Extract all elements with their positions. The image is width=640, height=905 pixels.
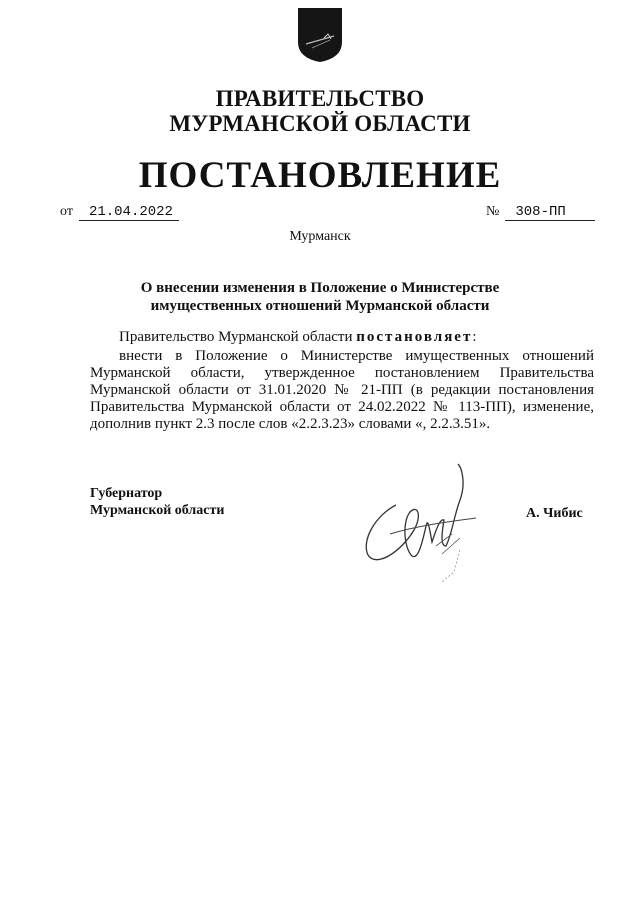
intro-colon: : <box>472 329 477 345</box>
signatory-position-line1: Губернатор <box>90 486 163 501</box>
signatory-position-line2: Мурманской области <box>90 503 225 518</box>
resolution-intro <box>119 329 477 346</box>
document-number <box>486 204 595 221</box>
handwritten-signature <box>356 460 486 585</box>
document-type-heading: ПОСТАНОВЛЕНИЕ <box>138 155 502 196</box>
number-value: 308-ПП <box>505 204 595 221</box>
resolution-paragraph: внести в Положение о Министерстве имущественных отношений Мурманской области, утвержденное постановлением Правительства Мурманской области от 31.01.2020 № 21-ПП (в редакции постановления Правительства Мурманской области от 24.02.2022 № 113-ПП), изменение, дополнив пункт 2.3 после слов «2.2.3.23» словами «, 2.2.3.51». <box>90 348 594 432</box>
government-name-line2: МУРМАНСКОЙ ОБЛАСТИ <box>169 111 471 136</box>
document-title-line2: имущественных отношений Мурманской области <box>150 298 490 314</box>
intro-text: Правительство Мурманской области <box>119 329 357 345</box>
signatory-name: А. Чибис <box>526 506 583 521</box>
government-name-line1: ПРАВИТЕЛЬСТВО <box>215 86 425 111</box>
signatory-position <box>90 485 224 519</box>
city-name: Мурманск <box>289 229 351 244</box>
document-date <box>60 204 179 221</box>
number-prefix: № <box>486 204 500 219</box>
document-title-line1: О внесении изменения в Положение о Министерстве <box>140 280 500 296</box>
date-prefix: от <box>60 204 73 219</box>
intro-decree-word: постановляет <box>356 329 473 345</box>
coat-of-arms-emblem <box>294 6 346 64</box>
date-value: 21.04.2022 <box>79 204 179 221</box>
